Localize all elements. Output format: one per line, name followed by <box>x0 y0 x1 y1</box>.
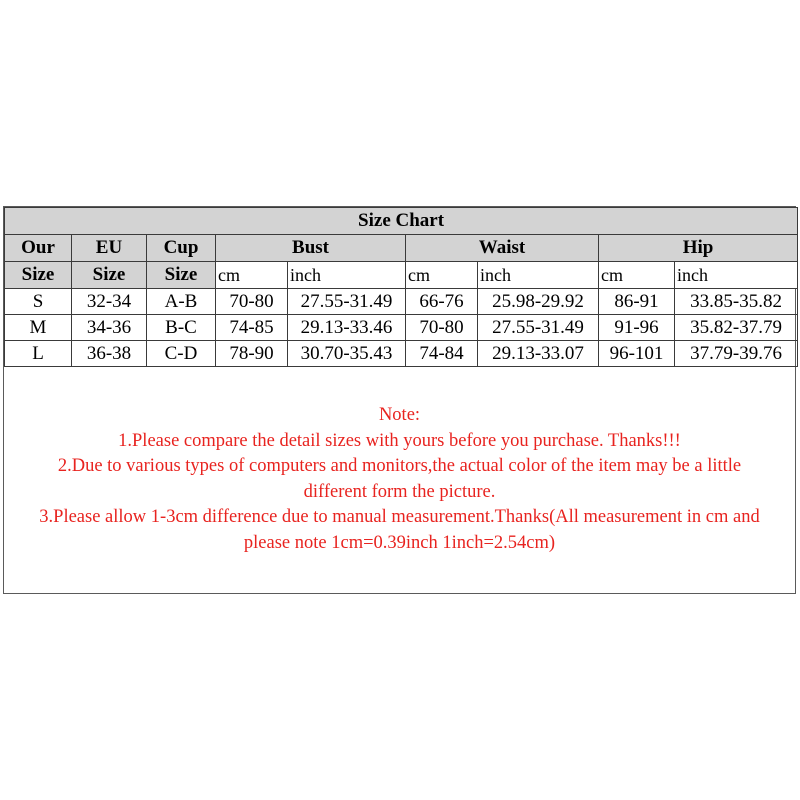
header-bust-inch: inch <box>288 262 406 289</box>
header-hip-cm: cm <box>599 262 675 289</box>
note-line: 1.Please compare the detail sizes with yours before you purchase. Thanks!!! <box>118 430 681 451</box>
header-our-size-line2: Size <box>5 262 72 289</box>
cell-waist-inch: 29.13-33.07 <box>478 341 599 367</box>
size-chart-panel <box>3 206 796 594</box>
header-cup-size-line2: Size <box>147 262 216 289</box>
cell-our-size: M <box>5 315 72 341</box>
cell-waist-cm: 74-84 <box>406 341 478 367</box>
size-chart-table <box>4 207 798 367</box>
note-line: different form the picture. <box>303 481 496 502</box>
cell-bust-cm: 74-85 <box>216 315 288 341</box>
header-hip-inch: inch <box>675 262 798 289</box>
cell-bust-cm: 70-80 <box>216 289 288 315</box>
note-line: 2.Due to various types of computers and monitors,the actual color of the item may be a little <box>57 456 742 476</box>
table-row <box>5 341 798 367</box>
cell-bust-inch: 29.13-33.46 <box>288 315 406 341</box>
cell-bust-cm: 78-90 <box>216 341 288 367</box>
cell-hip-cm: 91-96 <box>599 315 675 341</box>
table-title: Size Chart <box>5 208 798 235</box>
header-our-size: Our <box>5 235 72 262</box>
note-line: 3.Please allow 1-3cm difference due to manual measurement.Thanks(All measurement in cm and <box>39 507 760 527</box>
header-waist-inch: inch <box>478 262 599 289</box>
header-hip: Hip <box>599 235 798 262</box>
table-row <box>5 289 798 315</box>
note-heading: Note: <box>378 405 421 425</box>
cell-eu-size: 34-36 <box>72 315 147 341</box>
header-bust: Bust <box>216 235 406 262</box>
header-waist: Waist <box>406 235 599 262</box>
cell-our-size: L <box>5 341 72 367</box>
cell-cup-size: C-D <box>147 341 216 367</box>
cell-waist-inch: 25.98-29.92 <box>478 289 599 315</box>
cell-hip-inch: 35.82-37.79 <box>675 315 798 341</box>
note-block <box>4 403 795 556</box>
cell-hip-inch: 37.79-39.76 <box>675 341 798 367</box>
header-cup-size: Cup <box>147 235 216 262</box>
cell-hip-inch: 33.85-35.82 <box>675 289 798 315</box>
cell-waist-inch: 27.55-31.49 <box>478 315 599 341</box>
note-line: please note 1cm=0.39inch 1inch=2.54cm) <box>243 532 556 553</box>
cell-cup-size: B-C <box>147 315 216 341</box>
header-bust-cm: cm <box>216 262 288 289</box>
cell-eu-size: 32-34 <box>72 289 147 315</box>
cell-bust-inch: 27.55-31.49 <box>288 289 406 315</box>
cell-hip-cm: 86-91 <box>599 289 675 315</box>
cell-cup-size: A-B <box>147 289 216 315</box>
cell-waist-cm: 66-76 <box>406 289 478 315</box>
cell-eu-size: 36-38 <box>72 341 147 367</box>
header-eu-size: EU <box>72 235 147 262</box>
cell-our-size: S <box>5 289 72 315</box>
table-row <box>5 315 798 341</box>
cell-waist-cm: 70-80 <box>406 315 478 341</box>
cell-hip-cm: 96-101 <box>599 341 675 367</box>
header-waist-cm: cm <box>406 262 478 289</box>
cell-bust-inch: 30.70-35.43 <box>288 341 406 367</box>
header-eu-size-line2: Size <box>72 262 147 289</box>
